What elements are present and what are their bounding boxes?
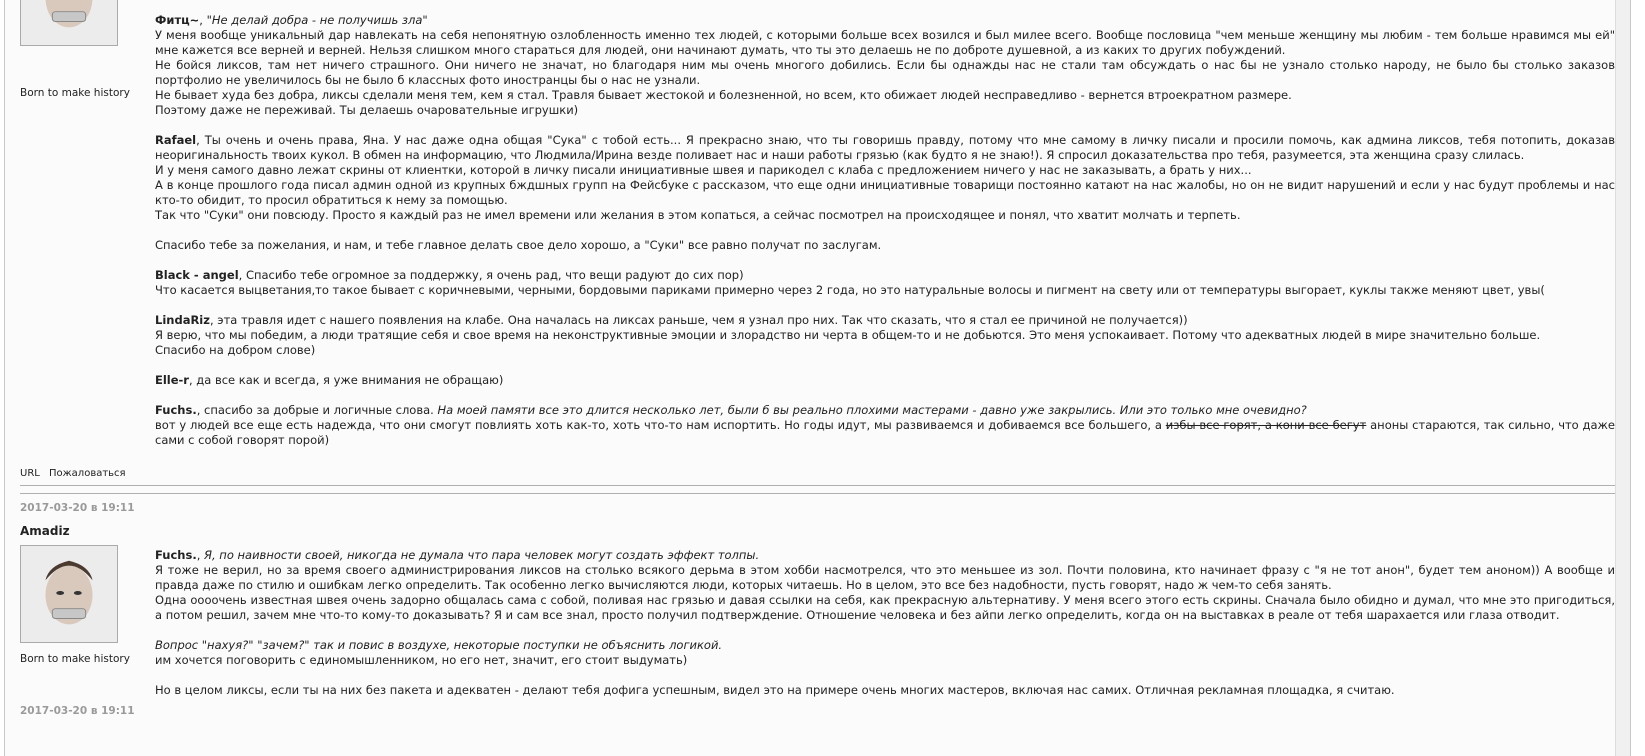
- text-segment: Не бойся ликсов, там нет ничего страшного. Они ничего не значат, но благодаря ним мы очень многого добились. Если бы однажды нас не стали там обсуждать о нас бы не узнало столько народу, не было бы столько заказов портфолио не увеличилось бы не было б классных фото иностранцы бы о нас не узнали.: [155, 58, 1615, 87]
- quote-text: На моей памяти все это длится несколько лет, были б вы реально плохими мастерами - давно уже закрылись. Или это только мне очевидно?: [437, 403, 1307, 417]
- post-line: [155, 373, 1615, 388]
- user-signature: Born to make history: [20, 87, 130, 99]
- text-segment: У меня вообще уникальный дар навлекать на себя непонятную озлобленность именно тех людей, с которыми больше всех возился и был милее всего. Вообще пословица "чем меньше женщину мы любим - тем больше нравимся мы ей" мне кажется все верней и верней. Нельзя слишком много стараться для людей, они начинают думать, что ты это делаешь не по доброте душевной, а из каких то других побуждений.: [155, 28, 1615, 57]
- post-line: [155, 133, 1615, 163]
- post-line: [155, 653, 1615, 668]
- quoted-username[interactable]: Фитц~: [155, 13, 200, 27]
- post-divider: [20, 485, 1615, 486]
- text-segment: , спасибо за добрые и логичные слова.: [196, 403, 438, 417]
- url-link[interactable]: URL: [20, 468, 40, 479]
- post-paragraph: [155, 683, 1615, 698]
- post-line: [155, 238, 1615, 253]
- text-segment: Не бывает худа без добра, ликсы сделали меня тем, кем я стал. Травля бывает жестокой и болезненной, но всем, кто обижает людей несправедливо - вернется втроекратном размере.: [155, 88, 1292, 102]
- post-line: [155, 28, 1615, 58]
- post-line: [155, 418, 1615, 448]
- post-line: [155, 328, 1615, 343]
- post-line: [155, 403, 1615, 418]
- post-date: 2017-03-20 в 19:11: [20, 705, 135, 717]
- post-line: [155, 13, 1615, 28]
- quoted-username[interactable]: Elle-r: [155, 373, 189, 387]
- text-segment: ,: [196, 548, 204, 562]
- post-line: [155, 88, 1615, 103]
- post-line: [155, 208, 1615, 223]
- quote-text: "Не делай добра - не получишь зла": [206, 13, 428, 27]
- text-segment: Одна оооочень известная швея очень задорно общалась сама с собой, поливая нас грязью и давая ссылки на себя, как прекрасную альтернативу. У меня всего этого есть скрины. Сначала было обидно и думал, что мне это пригодиться, а потом решил, зачем мне что-то кому-то доказывать? Я и сам все знал, просто получил подтверждение. Отношение человека и без айпи легко определить, когда он на выставках в реале от тебя шарахается или глаза отводит.: [155, 593, 1615, 622]
- post-paragraph: [155, 373, 1615, 388]
- post-content: [155, 548, 1615, 713]
- text-segment: , эта травля идет с нашего появления на клабе. Она началась на ликсах раньше, чем я узнал про них. Так что сказать, что я стал ее причиной не получается)): [209, 313, 1188, 327]
- text-segment: Так что "Суки" они повсюду. Просто я каждый раз не имел времени или желания в этом копаться, а сейчас посмотрел на происходящее и понял, что хватит молчать и терпеть.: [155, 208, 1241, 222]
- text-segment: Спасибо на добром слове): [155, 343, 316, 357]
- post-paragraph: [155, 548, 1615, 623]
- post-line: [155, 58, 1615, 88]
- quote-text: Я, по наивности своей, никогда не думала что пара человек могут создать эффект толпы.: [204, 548, 760, 562]
- user-signature: Born to make history: [20, 653, 130, 665]
- post-date: 2017-03-20 в 19:11: [20, 502, 135, 514]
- post-line: [155, 268, 1615, 283]
- post-line: [155, 178, 1615, 208]
- avatar-image: [21, 546, 117, 642]
- post-line: [155, 283, 1615, 298]
- quote-text: Вопрос "нахуя?" "зачем?" так и повис в воздухе, некоторые поступки не объяснить логикой.: [155, 638, 723, 652]
- post-line: [155, 548, 1615, 563]
- quoted-username[interactable]: Black - angel: [155, 268, 239, 282]
- avatar-image: [21, 0, 117, 45]
- post-paragraph: [155, 238, 1615, 253]
- text-segment: Поэтому даже не переживай. Ты делаешь очаровательные игрушки): [155, 103, 579, 117]
- quoted-username[interactable]: Rafael: [155, 133, 197, 147]
- post-links: [20, 468, 132, 479]
- post-paragraph: [155, 268, 1615, 298]
- text-segment: аноны стараются, так сильно, что даже сами с собой говорят порой): [155, 418, 1615, 447]
- post-line: [155, 638, 1615, 653]
- text-segment: Я тоже не верил, но за время своего администрирования ликсов на столько всякого дерьма в этом хобби насмотрелся, что это меньшее из зол. Почти половина, кто начинает фразу с "я не тот анон", будет тем аноном)) А вообще и правда даже по стилю и ошибкам легко определить. Так особенно легко вычисляются люди, которых читаешь. Но в целом, это все без надобности, пусть говорят, надо ж чем-то себя занять.: [155, 563, 1615, 592]
- post-divider: [20, 493, 1615, 494]
- post-line: [155, 163, 1615, 178]
- report-link[interactable]: Пожаловаться: [49, 468, 126, 479]
- quoted-username[interactable]: Fuchs.: [155, 403, 197, 417]
- post-paragraph: [155, 313, 1615, 358]
- quoted-username[interactable]: Fuchs.: [155, 548, 197, 562]
- text-segment: А в конце прошлого года писал админ одной из крупных бждшных групп на Фейсбуке с рассказом, что еще одни инициативные товарищи постоянно катают на нас жалобы, но он не видит нарушений и если у нас будут проблемы и нас кто-то обидит, то просил обратиться к нему за помощью.: [155, 178, 1615, 207]
- text-segment: Что касается выцветания,то такое бывает с коричневыми, черными, бордовыми париками примерно через 2 года, но это натуральные волосы и пигмент на свету или от температуры выгорает, куклы также меняют цвет, увы(: [155, 283, 1545, 297]
- post-line: [155, 343, 1615, 358]
- post-line: [155, 563, 1615, 593]
- text-segment: , да все как и всегда, я уже внимания не обращаю): [188, 373, 504, 387]
- strikethrough-text: избы все горят, а кони все бегут: [1165, 418, 1367, 432]
- post-line: [155, 593, 1615, 623]
- post-paragraph: [155, 403, 1615, 448]
- post-content: [155, 13, 1615, 463]
- post-author[interactable]: Amadiz: [20, 524, 70, 538]
- quoted-username[interactable]: LindaRiz: [155, 313, 210, 327]
- text-segment: Спасибо тебе за пожелания, и нам, и тебе главное делать свое дело хорошо, а "Суки" все равно получат по заслугам.: [155, 238, 882, 252]
- post-line: [155, 103, 1615, 118]
- post-line: [155, 313, 1615, 328]
- avatar[interactable]: [20, 545, 118, 643]
- post-line: [155, 683, 1615, 698]
- text-segment: вот у людей все еще есть надежда, что они смогут повлиять хоть как-то, хоть что-то нам испортить. Но годы идут, мы развиваемся и добиваемся все большего, а: [155, 418, 1166, 432]
- text-segment: , Ты очень и очень права, Яна. У нас даже одна общая "Сука" с тобой есть... Я прекрасно знаю, что ты говоришь правду, потому что мне самому в личку писали и просили помочь, как админа ликсов, тебя потопить, доказав неоригинальность твоих кукол. В обмен на информацию, что Людмила/Ирина везде поливает нас и наши работы грязью (как будто я не знаю!). Я спросил доказательства про тебя, разумеется, эта женщина сразу слилась.: [155, 133, 1615, 162]
- post-paragraph: [155, 13, 1615, 118]
- scrollbar[interactable]: [1615, 0, 1630, 756]
- post-paragraph: [155, 133, 1615, 223]
- avatar[interactable]: [20, 0, 118, 46]
- post-paragraph: [155, 638, 1615, 668]
- text-segment: , Спасибо тебе огромное за поддержку, я очень рад, что вещи радуют до сих пор): [238, 268, 744, 282]
- forum-page: [4, 0, 1631, 756]
- text-segment: И у меня самого давно лежат скрины от клиентки, которой в личку писали инициативные швея и парикодел с клаба с предложением ничего у нас не заказывать, а брать у них...: [155, 163, 1252, 177]
- text-segment: им хочется поговорить с единомышленником, но его нет, значит, его стоит выдумать): [155, 653, 688, 667]
- text-segment: ,: [199, 13, 207, 27]
- text-segment: Я верю, что мы победим, а люди тратящие себя и свое время на неконструктивные эмоции и злорадство ни черта в общем-то и не добьются. Это меня успокаивает. Потому что адекватных людей в мире значительно больше.: [155, 328, 1541, 342]
- text-segment: Но в целом ликсы, если ты на них без пакета и адекватен - делают тебя дофига успешным, видел это на примере очень многих мастеров, включая нас самих. Отличная рекламная площадка, я считаю.: [155, 683, 1395, 697]
